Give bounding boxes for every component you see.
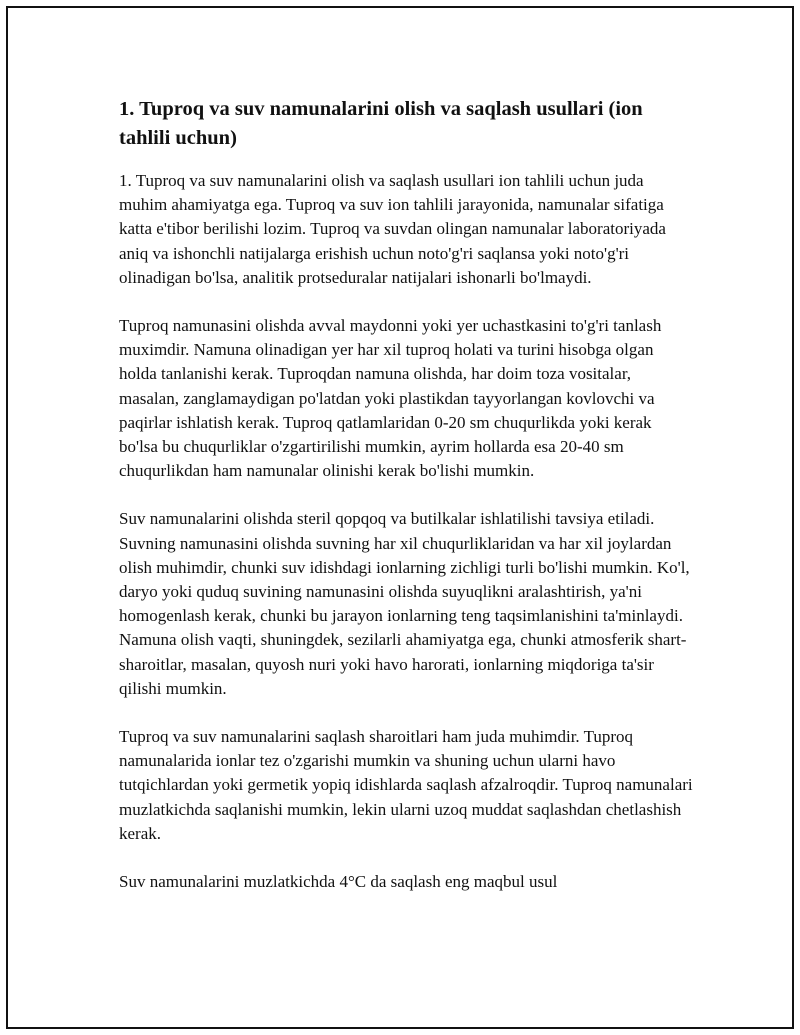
document-body	[119, 95, 694, 918]
paragraph-intro: 1. Tuproq va suv namunalarini olish va saqlash usullari ion tahlili uchun juda muhim ahamiyatga ega. Tuproq va suv ion tahlili jarayonida, namunalar sifatiga katta e'tibor berilishi lozim. Tuproq va suvdan olingan namunalar laboratoriyada aniq va ishonchli natijalarga erishish uchun noto'g'ri saqlansa yoki noto'g'ri olinadigan bo'lsa, analitik protseduralar natijalari ishonarli bo'lmaydi.	[119, 171, 666, 287]
paragraph-water-storage: Suv namunalarini muzlatkichda 4°C da saqlash eng maqbul usul	[119, 872, 558, 892]
document-title: 1. Tuproq va suv namunalarini olish va saqlash usullari (ion tahlili uchun)	[119, 98, 643, 149]
paragraph-soil-sampling: Tuproq namunasini olishda avval maydonni yoki yer uchastkasini to'g'ri tanlash muximdir. Namuna olinadigan yer har xil tuproq holati va turini hisobga olgan holda tanlanishi kerak. Tuproqdan namuna olishda, har doim toza vositalar, masalan, zanglamaydigan po'latdan yoki plastikdan tayyorlangan kovlovchi va paqirlar ishlatish kerak. Tuproq qatlamlaridan 0-20 sm chuqurlikda yoki kerak bo'lsa bu chuqurliklar o'zgartirilishi mumkin, ayrim hollarda esa 20-40 sm chuqurlikdan ham namunalar olinishi kerak bo'lishi mumkin.	[119, 316, 662, 481]
paragraph-water-sampling: Suv namunalarini olishda steril qopqoq va butilkalar ishlatilishi tavsiya etiladi. Suvning namunasini olishda suvning har xil chuqurliklaridan va har xil joylardan olish muhimdir, chunki suv idishdagi ionlarning zichligi turli bo'lishi mumkin. Ko'l, daryo yoki quduq suvining namunasini olishda suyuqlikni aralashtirish, ya'ni homogenlash kerak, chunki bu jarayon ionlarning teng taqsimlanishini ta'minlaydi. Namuna olish vaqti, shuningdek, sezilarli ahamiyatga ega, chunki atmosferik shart-sharoitlar, masalan, quyosh nuri yoki havo harorati, ionlarning miqdoriga ta'sir qilishi mumkin.	[119, 509, 690, 698]
paragraph-storage-conditions: Tuproq va suv namunalarini saqlash sharoitlari ham juda muhimdir. Tuproq namunalarida ionlar tez o'zgarishi mumkin va shuning uchun ularni havo tutqichlardan yoki germetik yopiq idishlarda saqlash afzalroqdir. Tuproq namunalari muzlatkichda saqlanishi mumkin, lekin ularni uzoq muddat saqlashdan chetlashish kerak.	[119, 727, 693, 843]
page-frame	[6, 6, 794, 1029]
